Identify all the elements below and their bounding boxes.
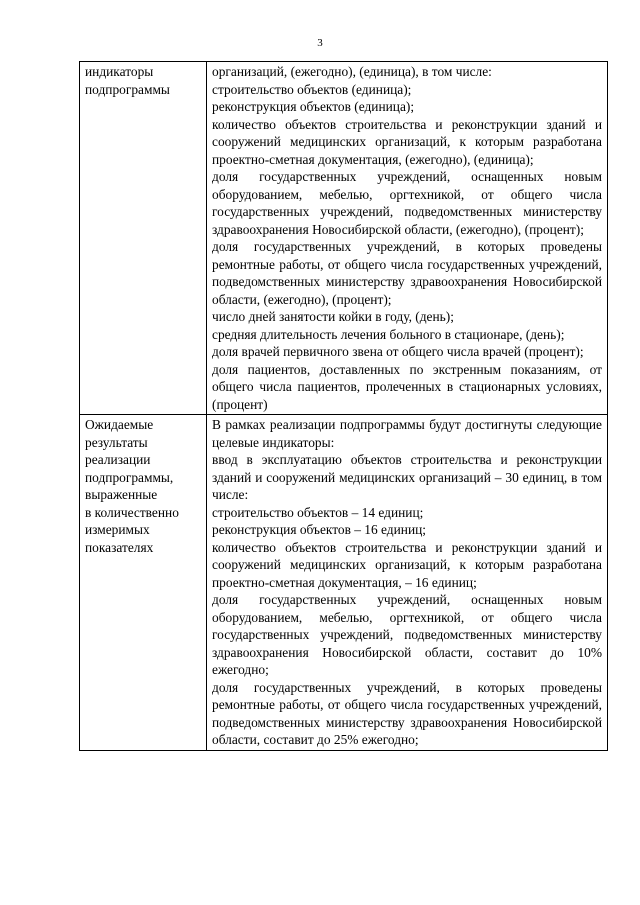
indicator-paragraph: доля государственных учреждений, оснащенных новым оборудованием, мебелью, оргтехникой, от общего числа государственных учреждений, подведомственных министерству здравоохранения Новосибирской области, (ежегодно), (процент); (212, 169, 602, 237)
result-paragraph: доля государственных учреждений, оснащенных новым оборудованием, мебелью, оргтехникой, от общего числа государственных учреждений, подведомственных министерству здравоохранения Новосибирской области, составит до 10% ежегодно; (212, 592, 602, 677)
indicator-paragraph: доля государственных учреждений, в которых проведены ремонтные работы, от общего числа государственных учреждений, подведомственных министерству здравоохранения Новосибирской области, (ежегодно), (процент); (212, 239, 602, 307)
label-line: подпрограммы (85, 81, 170, 97)
program-table (79, 61, 608, 751)
indicator-paragraph: реконструкция объектов (единица); (212, 99, 415, 114)
result-paragraph: доля государственных учреждений, в которых проведены ремонтные работы, от общего числа государственных учреждений, подведомственных министерству здравоохранения Новосибирской области, составит до 25% ежегодно; (212, 679, 602, 747)
indicator-paragraph: доля пациентов, доставленных по экстренным показаниям, от общего числа пациентов, пролеченных в стационарных условиях, (процент) (212, 361, 602, 412)
table-row-expected-results (80, 415, 608, 751)
label-line: индикаторы (85, 64, 154, 79)
table-row-indicators (80, 62, 608, 415)
label-line: реализации (85, 452, 151, 467)
indicator-paragraph: число дней занятости койки в году, (день); (212, 309, 454, 324)
label-line: измеримых (85, 522, 150, 537)
indicator-paragraph: количество объектов строительства и реконструкции зданий и сооружений медицинских организаций, к которым разработана проектно-сметная документация, (ежегодно), (единица); (212, 116, 602, 167)
label-line: в количественно (85, 504, 179, 520)
row-content-expected-results (207, 415, 608, 751)
label-line: результаты (85, 434, 148, 450)
label-line: показателях (85, 539, 154, 555)
result-paragraph: ввод в эксплуатацию объектов строительства и реконструкции зданий и сооружений медицинских организаций – 30 единиц, в том числе: (212, 452, 602, 502)
label-line: выраженные (85, 487, 158, 502)
result-paragraph: количество объектов строительства и реконструкции зданий и сооружений медицинских организаций, к которым разработана проектно-сметная документация, – 16 единиц; (212, 539, 602, 590)
indicator-paragraph: строительство объектов (единица); (212, 81, 412, 97)
row-label-indicators (80, 62, 207, 415)
result-paragraph: строительство объектов – 14 единиц; (212, 504, 424, 520)
result-paragraph: реконструкция объектов – 16 единиц; (212, 522, 427, 537)
indicator-paragraph: доля врачей первичного звена от общего числа врачей (процент); (212, 344, 584, 359)
row-content-indicators (207, 62, 608, 415)
indicator-paragraph: организаций, (ежегодно), (единица), в том числе: (212, 64, 492, 79)
page-number: 3 (317, 37, 323, 49)
label-line: подпрограммы, (85, 469, 174, 485)
row-label-expected-results (80, 415, 207, 751)
result-paragraph: В рамках реализации подпрограммы будут достигнуты следующие целевые индикаторы: (212, 417, 602, 450)
label-line: Ожидаемые (85, 417, 154, 432)
indicator-paragraph: средняя длительность лечения больного в стационаре, (день); (212, 326, 565, 342)
